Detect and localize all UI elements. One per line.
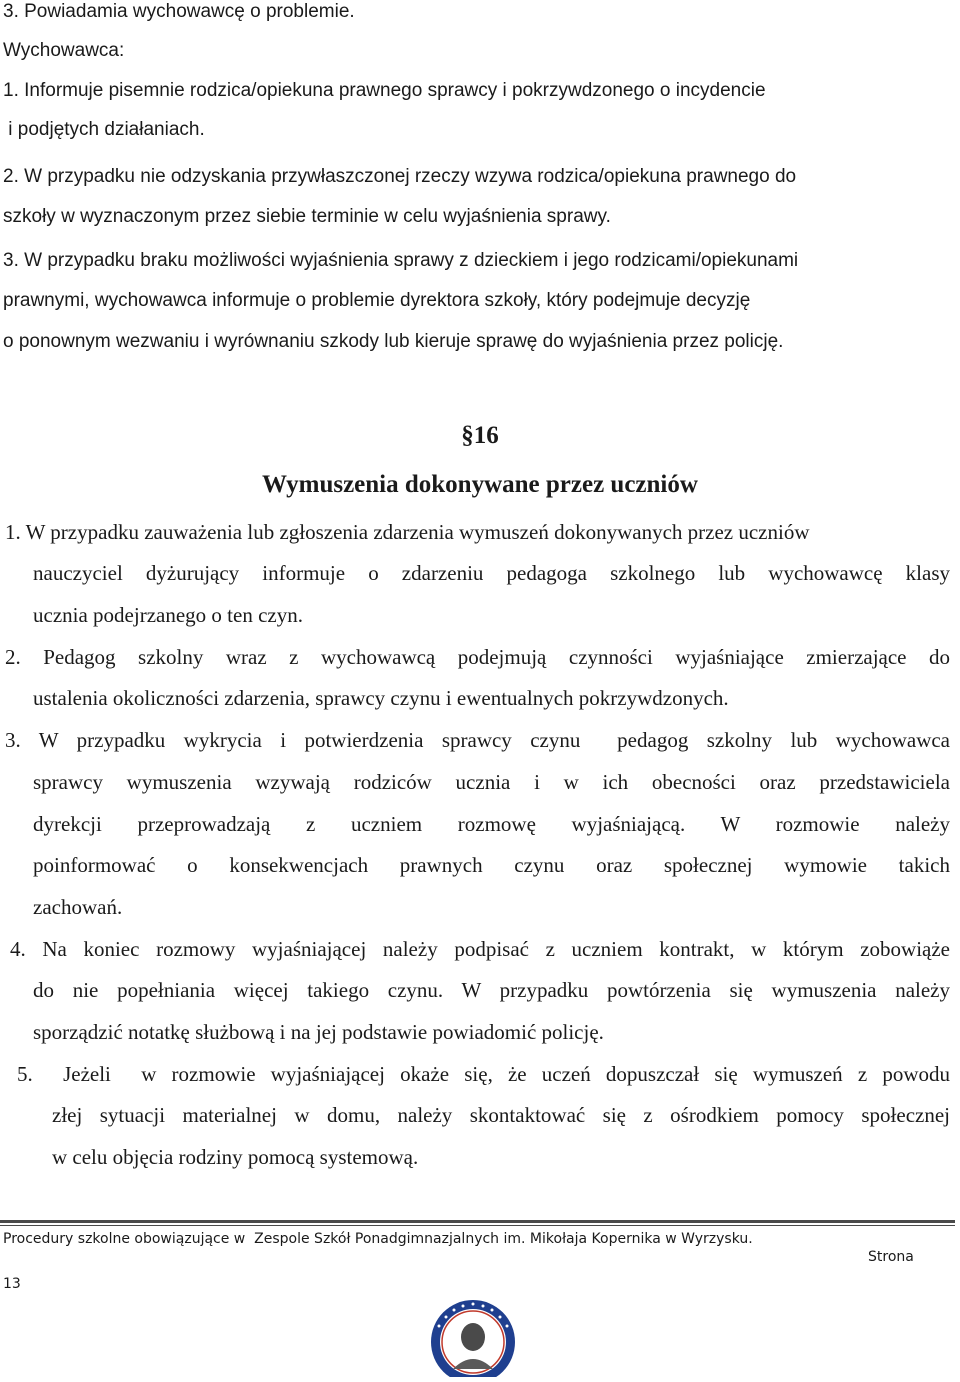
text-line: poinformować o konsekwencjach prawnych czynu oraz społecznej wymowie takich [33,853,950,877]
text-line: 2. Pedagog szkolny wraz z wychowawcą podejmują czynności wyjaśniające zmierzające do [5,645,950,669]
text-line: o ponownym wezwaniu i wyrównaniu szkody lub kieruje sprawę do wyjaśnienia przez policję. [3,331,784,352]
text-line: dyrekcji przeprowadzają z uczniem rozmowę wyjaśniającą. W rozmowie należy [33,812,950,836]
section-number: §16 [461,422,499,449]
text-line: złej sytuacji materialnej w domu, należy skontaktować się z ośrodkiem pomocy społecznej [52,1103,950,1127]
text-line: 3. W przypadku braku możliwości wyjaśnienia sprawy z dzieckiem i jego rodzicami/opiekunami [3,250,799,271]
text-line: Wychowawca: [3,40,125,61]
footer-rule-thin [0,1225,955,1226]
footer-rule [0,1220,955,1223]
text-line: 1. Informuje pisemnie rodzica/opiekuna prawnego sprawcy i pokrzywdzonego o incydencie [3,80,766,101]
text-line: sprawcy wymuszenia wzywają rodziców ucznia i w ich obecności oraz przedstawiciela [33,770,950,794]
text-line: zachowań. [33,895,123,919]
text-line: 5. Jeżeli w rozmowie wyjaśniającej okaże się, że uczeń dopuszczał się wymuszeń z powodu [17,1062,950,1086]
text-line: 1. W przypadku zauważenia lub zgłoszenia zdarzenia wymuszeń dokonywanych przez uczniów [5,520,810,544]
text-line: ustalenia okoliczności zdarzenia, sprawcy czynu i ewentualnych pokrzywdzonych. [33,686,729,710]
page-number: 13 [3,1276,21,1292]
footer-text: Procedury szkolne obowiązujące w Zespole Szkół Ponadgimnazjalnych im. Mikołaja Kopernika w Wyrzysku. [3,1231,753,1247]
school-seal-icon [423,1297,523,1377]
text-line: do nie popełniania więcej takiego czynu. W przypadku powtórzenia się wymuszenia należy [33,978,950,1002]
text-line: sporządzić notatkę służbową i na jej podstawie powiadomić policję. [33,1020,604,1044]
text-line: 2. W przypadku nie odzyskania przywłaszczonej rzeczy wzywa rodzica/opiekuna prawnego do [3,166,797,187]
text-line: ucznia podejrzanego o ten czyn. [33,603,303,627]
text-line: w celu objęcia rodziny pomocą systemową. [52,1145,419,1169]
section-title: Wymuszenia dokonywane przez uczniów [262,471,698,498]
footer-strona-label: Strona [868,1249,914,1265]
text-line: szkoły w wyznaczonym przez siebie terminie w celu wyjaśnienia sprawy. [3,206,611,227]
text-line: prawnymi, wychowawca informuje o problemie dyrektora szkoły, który podejmuje decyzję [3,290,751,311]
text-line: 4. Na koniec rozmowy wyjaśniającej należy podpisać z uczniem kontrakt, w którym zobowiąże [10,937,950,961]
text-line: 3. W przypadku wykrycia i potwierdzenia sprawcy czynu pedagog szkolny lub wychowawca [5,728,950,752]
text-line: i podjętych działaniach. [3,119,205,140]
text-line: 3. Powiadamia wychowawcę o problemie. [3,1,355,22]
text-line: nauczyciel dyżurujący informuje o zdarzeniu pedagoga szkolnego lub wychowawcę klasy [33,561,950,585]
